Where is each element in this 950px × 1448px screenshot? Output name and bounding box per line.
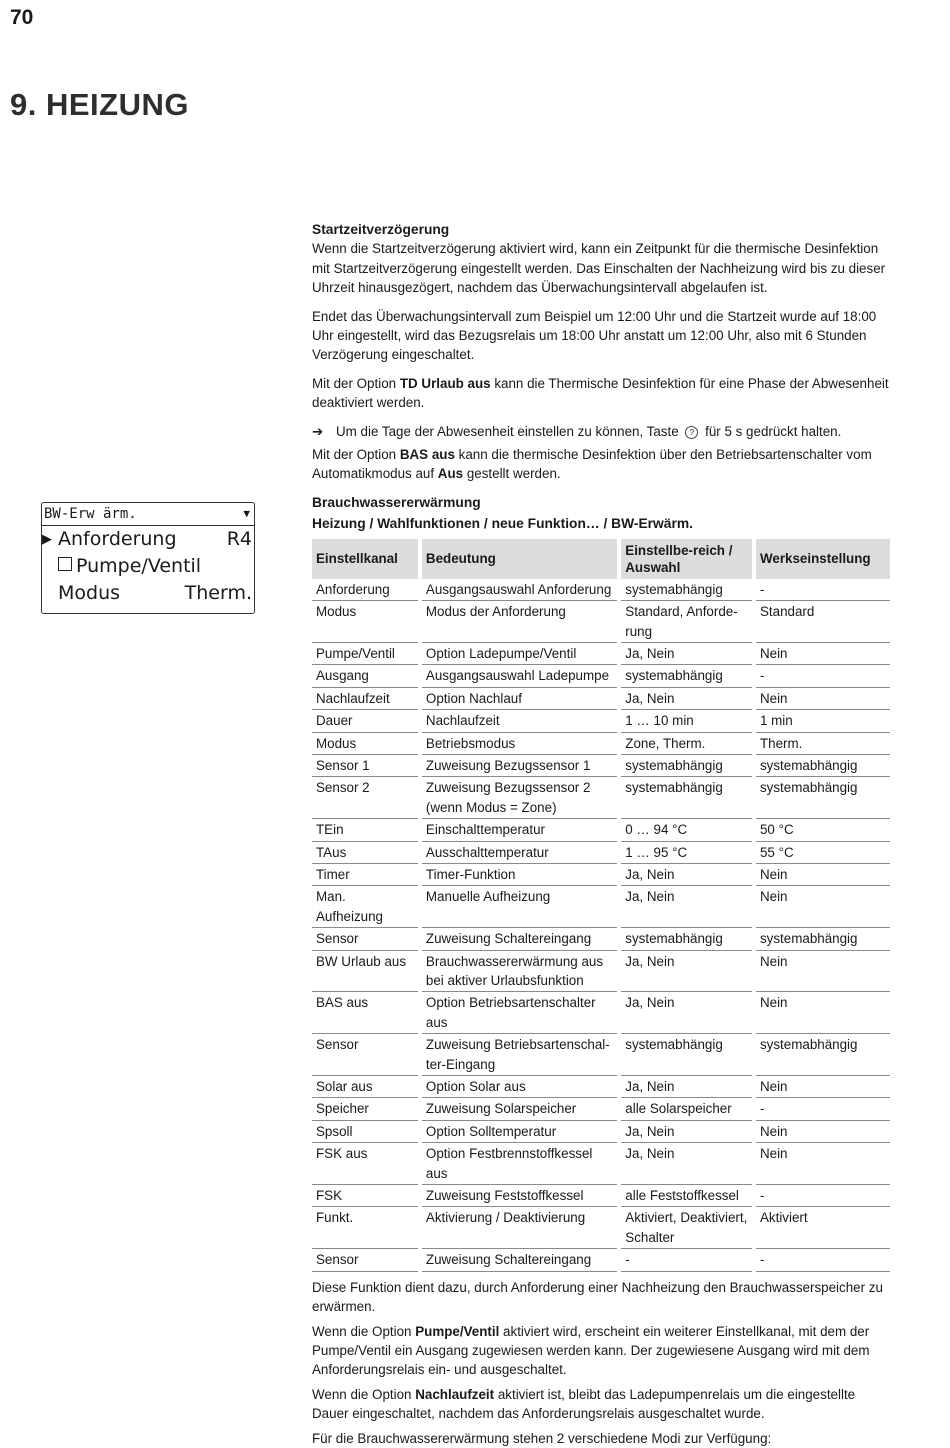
table-cell: Solar aus <box>312 1076 418 1098</box>
table-cell: Nachlaufzeit <box>422 710 617 732</box>
table-cell: Ja, Nein <box>621 886 752 928</box>
table-cell: Nein <box>756 1121 890 1143</box>
table-cell: Standard <box>756 601 890 643</box>
column-header: Einstellkanal <box>312 539 418 579</box>
table-cell: systemabhängig <box>621 928 752 950</box>
table-row <box>312 579 890 601</box>
table-cell: Anforderung <box>312 579 418 601</box>
table-cell: - <box>621 1249 752 1271</box>
table-row <box>312 665 890 687</box>
table-row <box>312 710 890 732</box>
table-cell: Spsoll <box>312 1121 418 1143</box>
table-cell: Zuweisung Bezugssensor 1 <box>422 755 617 777</box>
table-cell: - <box>756 1249 890 1271</box>
table-row <box>312 1121 890 1143</box>
table-row <box>312 688 890 710</box>
paragraph: Wenn die Option Pumpe/Ventil aktiviert wird, erscheint ein weiterer Einstellkanal, mit dem der Pumpe/Ventil ein Ausgang zugewiesen werden kann. Der zugewiesene Ausgang wird mit dem Anforderungsrelais ein- und ausgeschaltet. <box>312 1323 870 1378</box>
table-cell: Option Nachlauf <box>422 688 617 710</box>
table-cell: FSK <box>312 1185 418 1207</box>
table-header-row <box>312 539 890 579</box>
table-row <box>312 842 890 864</box>
chapter-title: 9. HEIZUNG <box>10 87 189 122</box>
table-cell: Nein <box>756 951 890 993</box>
page-number: 70 <box>10 6 34 29</box>
table-row <box>312 886 890 928</box>
table-cell: Sensor <box>312 1034 418 1076</box>
table-cell: BW Urlaub aus <box>312 951 418 993</box>
table-cell: Aktiviert <box>756 1207 890 1249</box>
table-cell: Ja, Nein <box>621 951 752 993</box>
table-cell: 55 °C <box>756 842 890 864</box>
table-cell: Nein <box>756 992 890 1034</box>
main-content <box>312 220 894 1448</box>
option-name: Nachlaufzeit <box>415 1386 495 1402</box>
table-cell: Timer-Funktion <box>422 864 617 886</box>
help-key-icon: ? <box>685 426 698 439</box>
table-cell: Therm. <box>756 733 890 755</box>
lcd-title: BW-Erw ärm. <box>44 506 137 522</box>
table-cell: Funkt. <box>312 1207 418 1249</box>
table-cell: Ausgang <box>312 665 418 687</box>
table-row <box>312 992 890 1034</box>
table-cell: Ja, Nein <box>621 1121 752 1143</box>
table-cell: Sensor 1 <box>312 755 418 777</box>
column-header: Einstellbe-reich / Auswahl <box>621 539 752 579</box>
table-cell: Ja, Nein <box>621 992 752 1034</box>
table-row <box>312 643 890 665</box>
table-cell: TEin <box>312 819 418 841</box>
table-cell: Option Festbrennstoffkessel aus <box>422 1143 617 1185</box>
table-cell: Option Ladepumpe/Ventil <box>422 643 617 665</box>
table-cell: Betriebsmodus <box>422 733 617 755</box>
instruction-item: ➔ Um die Tage der Abwesenheit einstellen zu können, Taste ? für 5 s gedrückt halten. <box>312 422 894 441</box>
lcd-header <box>42 503 254 526</box>
settings-table <box>308 539 894 1272</box>
table-row <box>312 1249 890 1271</box>
table-cell: - <box>756 1098 890 1120</box>
table-cell: Ausschalttemperatur <box>422 842 617 864</box>
table-cell: Sensor <box>312 928 418 950</box>
table-row <box>312 1207 890 1249</box>
table-cell: Einschalttemperatur <box>422 819 617 841</box>
option-name: Pumpe/Ventil <box>415 1323 500 1339</box>
table-cell: Zuweisung Bezugssensor 2 (wenn Modus = Zone) <box>422 777 617 819</box>
table-cell: Zuweisung Solarspeicher <box>422 1098 617 1120</box>
table-cell: Ausgangsauswahl Ladepumpe <box>422 665 617 687</box>
paragraph: Endet das Überwachungsintervall zum Beispiel um 12:00 Uhr und die Startzeit wurde auf 18:00 Uhr eingestellt, wird das Bezugsrelais um 18:00 Uhr anstatt um 12:00 Uhr, also mit 6 Stunden Verzögerung eingeschaltet. <box>312 308 877 363</box>
table-row <box>312 777 890 819</box>
table-cell: FSK aus <box>312 1143 418 1185</box>
table-cell: - <box>756 1185 890 1207</box>
table-body <box>312 579 890 1272</box>
table-cell: Ja, Nein <box>621 1143 752 1185</box>
table-cell: Ja, Nein <box>621 1076 752 1098</box>
table-cell: 1 … 10 min <box>621 710 752 732</box>
table-cell: Nein <box>756 864 890 886</box>
table-cell: - <box>756 665 890 687</box>
column-header: Werkseinstellung <box>756 539 890 579</box>
table-cell: Manuelle Aufheizung <box>422 886 617 928</box>
table-cell: Sensor <box>312 1249 418 1271</box>
table-cell: Nein <box>756 643 890 665</box>
table-row <box>312 733 890 755</box>
table-cell: Aktivierung / Deaktivierung <box>422 1207 617 1249</box>
table-cell: - <box>756 579 890 601</box>
lcd-row-value: R4 <box>226 528 252 550</box>
table-row <box>312 819 890 841</box>
table-cell: 50 °C <box>756 819 890 841</box>
table-row <box>312 1185 890 1207</box>
table-cell: systemabhängig <box>756 755 890 777</box>
table-row <box>312 1034 890 1076</box>
table-cell: Sensor 2 <box>312 777 418 819</box>
table-cell: Nein <box>756 886 890 928</box>
table-cell: 0 … 94 °C <box>621 819 752 841</box>
lcd-row-value: Therm. <box>184 582 252 604</box>
option-name: TD Urlaub aus <box>399 375 491 391</box>
table-cell: Nein <box>756 1143 890 1185</box>
lcd-row-modus <box>42 580 254 607</box>
lcd-row-anforderung <box>42 526 254 553</box>
table-cell: Timer <box>312 864 418 886</box>
table-row <box>312 928 890 950</box>
table-cell: Modus <box>312 733 418 755</box>
table-row <box>312 864 890 886</box>
paragraph: Mit der Option TD Urlaub aus kann die Thermische Desinfektion für eine Phase der Abwesenheit deaktiviert werden. <box>312 375 889 411</box>
table-cell: Nein <box>756 688 890 710</box>
table-cell: systemabhängig <box>621 1034 752 1076</box>
table-cell: TAus <box>312 842 418 864</box>
table-cell: systemabhängig <box>621 579 752 601</box>
table-cell: Modus der Anforderung <box>422 601 617 643</box>
table-cell: Ausgangsauswahl Anforderung <box>422 579 617 601</box>
paragraph: Für die Brauchwassererwärmung stehen 2 verschiedene Modi zur Verfügung: <box>312 1430 772 1446</box>
table-cell: Modus <box>312 601 418 643</box>
table-cell: systemabhängig <box>756 928 890 950</box>
table-cell: Zuweisung Betriebsartenschal-ter-Eingang <box>422 1034 617 1076</box>
table-cell: Nein <box>756 1076 890 1098</box>
table-row <box>312 1076 890 1098</box>
paragraph: Wenn die Option Nachlaufzeit aktiviert ist, bleibt das Ladepumpenrelais um die eingestellte Dauer eingeschaltet, nachdem das Anforderungsrelais ausgeschaltet wurde. <box>312 1386 856 1422</box>
table-cell: Ja, Nein <box>621 864 752 886</box>
column-header: Bedeutung <box>422 539 617 579</box>
lcd-row-pumpe-ventil <box>42 553 254 580</box>
paragraph: Mit der Option BAS aus kann die thermische Desinfektion über den Betriebsartenschalter vom Automatikmodus auf Aus gestellt werden. <box>312 447 872 482</box>
table-cell: Zuweisung Schaltereingang <box>422 1249 617 1271</box>
table-cell: Standard, Anforde-rung <box>621 601 752 643</box>
table-cell: systemabhängig <box>621 777 752 819</box>
table-cell: systemabhängig <box>756 1034 890 1076</box>
table-row <box>312 601 890 643</box>
table-cell: Option Solltemperatur <box>422 1121 617 1143</box>
table-cell: 1 min <box>756 710 890 732</box>
table-cell: Nachlaufzeit <box>312 688 418 710</box>
paragraph: Diese Funktion dient dazu, durch Anforderung einer Nachheizung den Brauchwasserspeicher zu erwärmen. <box>312 1279 883 1315</box>
table-cell: systemabhängig <box>621 665 752 687</box>
table-cell: BAS aus <box>312 992 418 1034</box>
table-cell: Zuweisung Feststoffkessel <box>422 1185 617 1207</box>
section-heading: Brauchwassererwärmung <box>312 494 481 510</box>
option-name: BAS aus <box>399 447 455 463</box>
table-cell: 1 … 95 °C <box>621 842 752 864</box>
table-cell: Dauer <box>312 710 418 732</box>
arrow-right-icon: ➔ <box>312 423 324 439</box>
table-cell: Aktiviert, Deaktiviert, Schalter <box>621 1207 752 1249</box>
table-cell: Option Betriebsartenschalter aus <box>422 992 617 1034</box>
section-heading: Startzeitverzögerung <box>312 222 450 237</box>
table-cell: Option Solar aus <box>422 1076 617 1098</box>
checkbox-icon <box>58 557 72 571</box>
table-cell: systemabhängig <box>756 777 890 819</box>
option-name: Aus <box>437 466 464 482</box>
table-row <box>312 1098 890 1120</box>
table-cell: Brauchwassererwärmung aus bei aktiver Urlaubsfunktion <box>422 951 617 993</box>
table-cell: Zone, Therm. <box>621 733 752 755</box>
table-cell: alle Solarspeicher <box>621 1098 752 1120</box>
lcd-row-label: Modus <box>58 582 121 604</box>
table-row <box>312 1143 890 1185</box>
table-cell: Zuweisung Schaltereingang <box>422 928 617 950</box>
table-cell: Pumpe/Ventil <box>312 643 418 665</box>
dropdown-arrow-icon: ▼ <box>243 507 250 520</box>
paragraph: Wenn die Startzeitverzögerung aktiviert wird, kann ein Zeitpunkt für die thermische Desinfektion mit Startzeitverzögerung eingestellt werden. Das Einschalten der Nachheizung wird bis zu dieser Uhrzeit hinausgezögert, nachdem das Überwachungsintervall abgelaufen ist. <box>312 241 886 296</box>
table-cell: Man. Aufheizung <box>312 886 418 928</box>
menu-path: Heizung / Wahlfunktionen / neue Funktion… / BW-Erwärm. <box>312 516 693 532</box>
table-row <box>312 755 890 777</box>
table-cell: systemabhängig <box>621 755 752 777</box>
lcd-display <box>41 502 255 614</box>
table-cell: Speicher <box>312 1098 418 1120</box>
lcd-row-label: Pumpe/Ventil <box>76 555 202 577</box>
lcd-row-label: Anforderung <box>58 528 177 550</box>
table-row <box>312 951 890 993</box>
table-cell: alle Feststoffkessel <box>621 1185 752 1207</box>
cursor-arrow-icon: ▶ <box>42 532 52 547</box>
table-cell: Ja, Nein <box>621 688 752 710</box>
table-cell: Ja, Nein <box>621 643 752 665</box>
